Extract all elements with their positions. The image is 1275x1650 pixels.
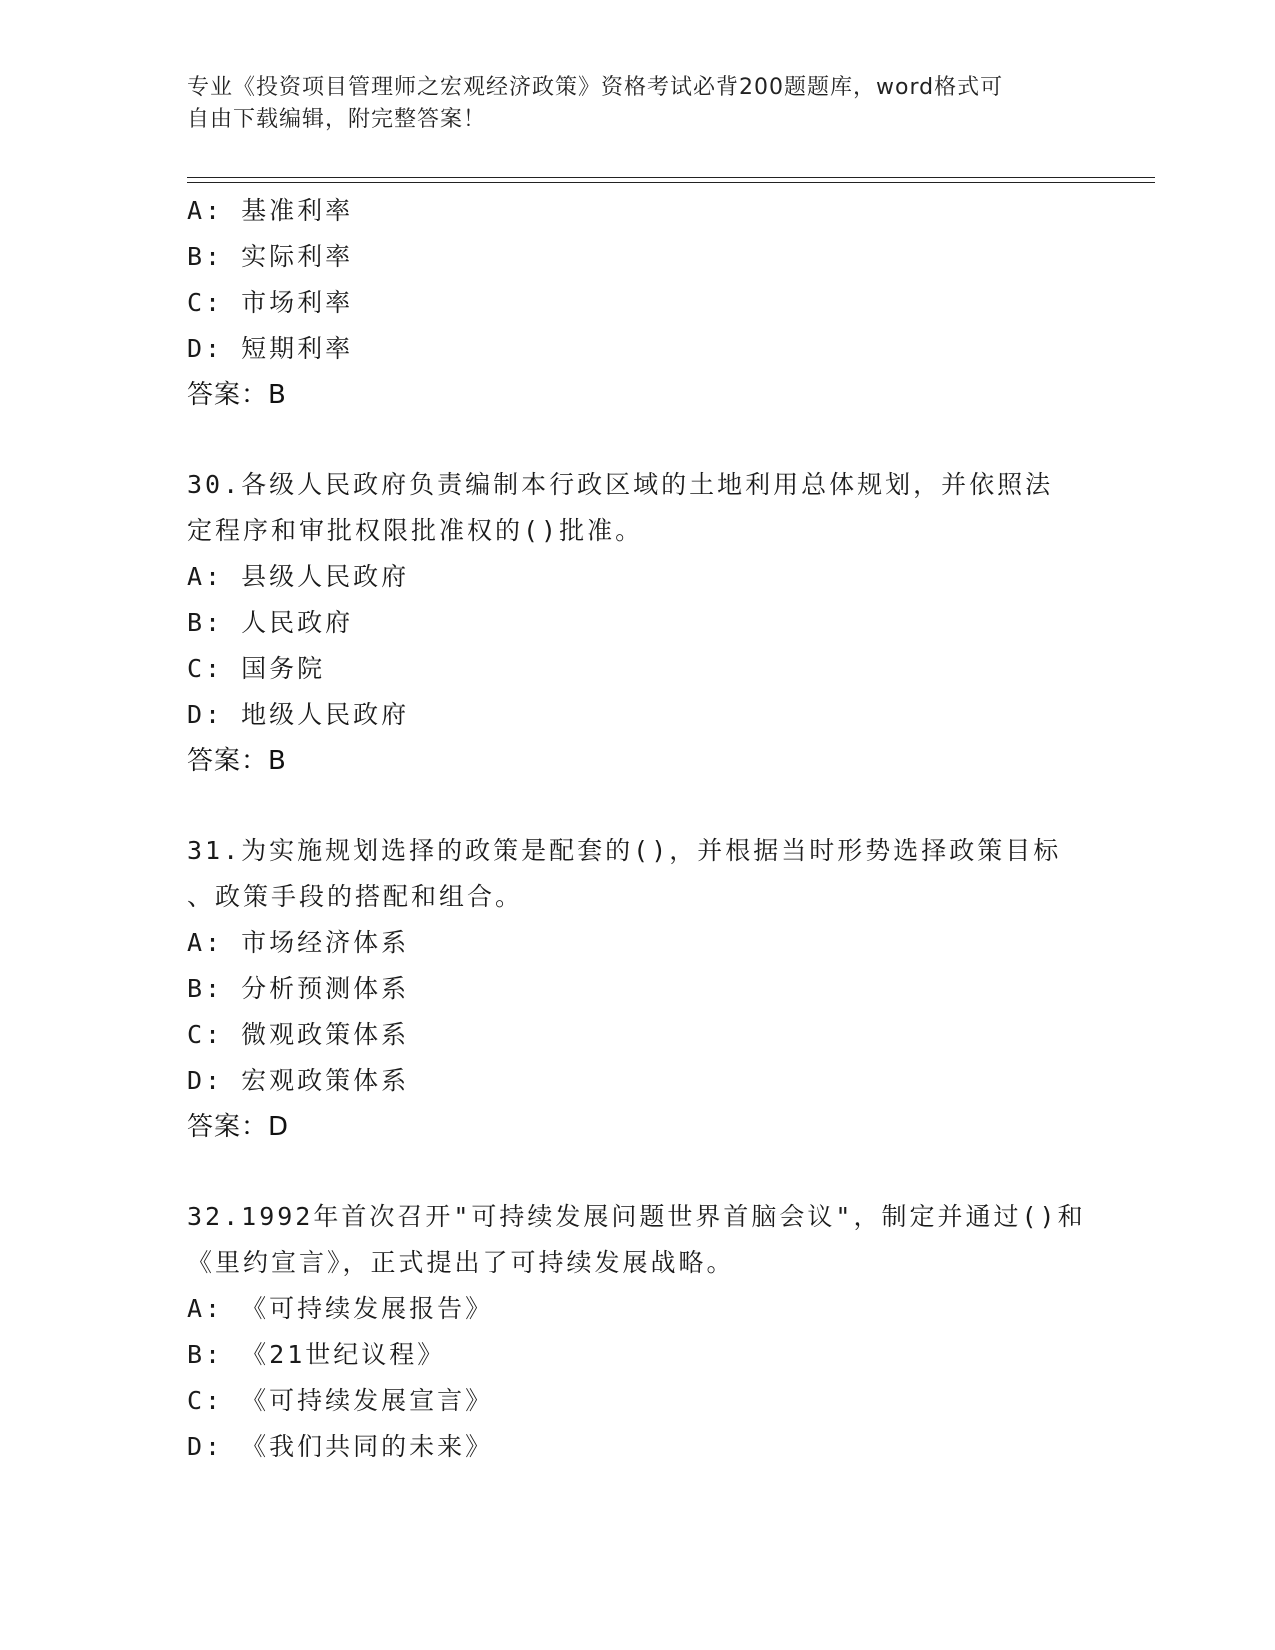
option-a: A: 市场经济体系 [187, 928, 410, 957]
option-b: B: 《21世纪议程》 [187, 1340, 446, 1369]
header-line-1: 专业《投资项目管理师之宏观经济政策》资格考试必背200题题库，word格式可 [187, 75, 1004, 100]
answer: 答案：B [187, 746, 287, 776]
question-text-line-1: 32.1992年首次召开"可持续发展问题世界首脑会议"，制定并通过()和 [187, 1202, 1086, 1231]
option-c: C: 微观政策体系 [187, 1020, 410, 1049]
answer: 答案：B [187, 380, 287, 410]
document-header [187, 72, 1067, 136]
option-a: A: 《可持续发展报告》 [187, 1294, 494, 1323]
question-30 [187, 462, 1087, 784]
answer: 答案：D [187, 1112, 290, 1142]
option-d: D: 短期利率 [187, 334, 354, 363]
option-d: D: 《我们共同的未来》 [187, 1432, 494, 1461]
option-d: D: 宏观政策体系 [187, 1066, 410, 1095]
option-d: D: 地级人民政府 [187, 700, 410, 729]
option-c: C: 国务院 [187, 654, 326, 683]
option-b: B: 人民政府 [187, 608, 354, 637]
question-text-line-2: 、政策手段的搭配和组合。 [187, 882, 524, 911]
header-line-2: 自由下载编辑，附完整答案！ [187, 107, 487, 132]
question-text-line-1: 31.为实施规划选择的政策是配套的()，并根据当时形势选择政策目标 [187, 836, 1062, 865]
question-text-line-2: 定程序和审批权限批准权的()批准。 [187, 516, 644, 545]
option-a: A: 基准利率 [187, 196, 354, 225]
option-a: A: 县级人民政府 [187, 562, 410, 591]
question-31 [187, 828, 1087, 1150]
header-rule-bottom [187, 182, 1155, 183]
option-b: B: 分析预测体系 [187, 974, 410, 1003]
document-body [187, 188, 1087, 1470]
option-c: C: 市场利率 [187, 288, 354, 317]
option-c: C: 《可持续发展宣言》 [187, 1386, 494, 1415]
question-text-line-2: 《里约宣言》，正式提出了可持续发展战略。 [187, 1248, 735, 1277]
question-32 [187, 1194, 1087, 1470]
question-block-prev [187, 188, 1087, 418]
option-b: B: 实际利率 [187, 242, 354, 271]
question-text-line-1: 30.各级人民政府负责编制本行政区域的土地利用总体规划，并依照法 [187, 470, 1054, 499]
header-rule-top [187, 177, 1155, 178]
